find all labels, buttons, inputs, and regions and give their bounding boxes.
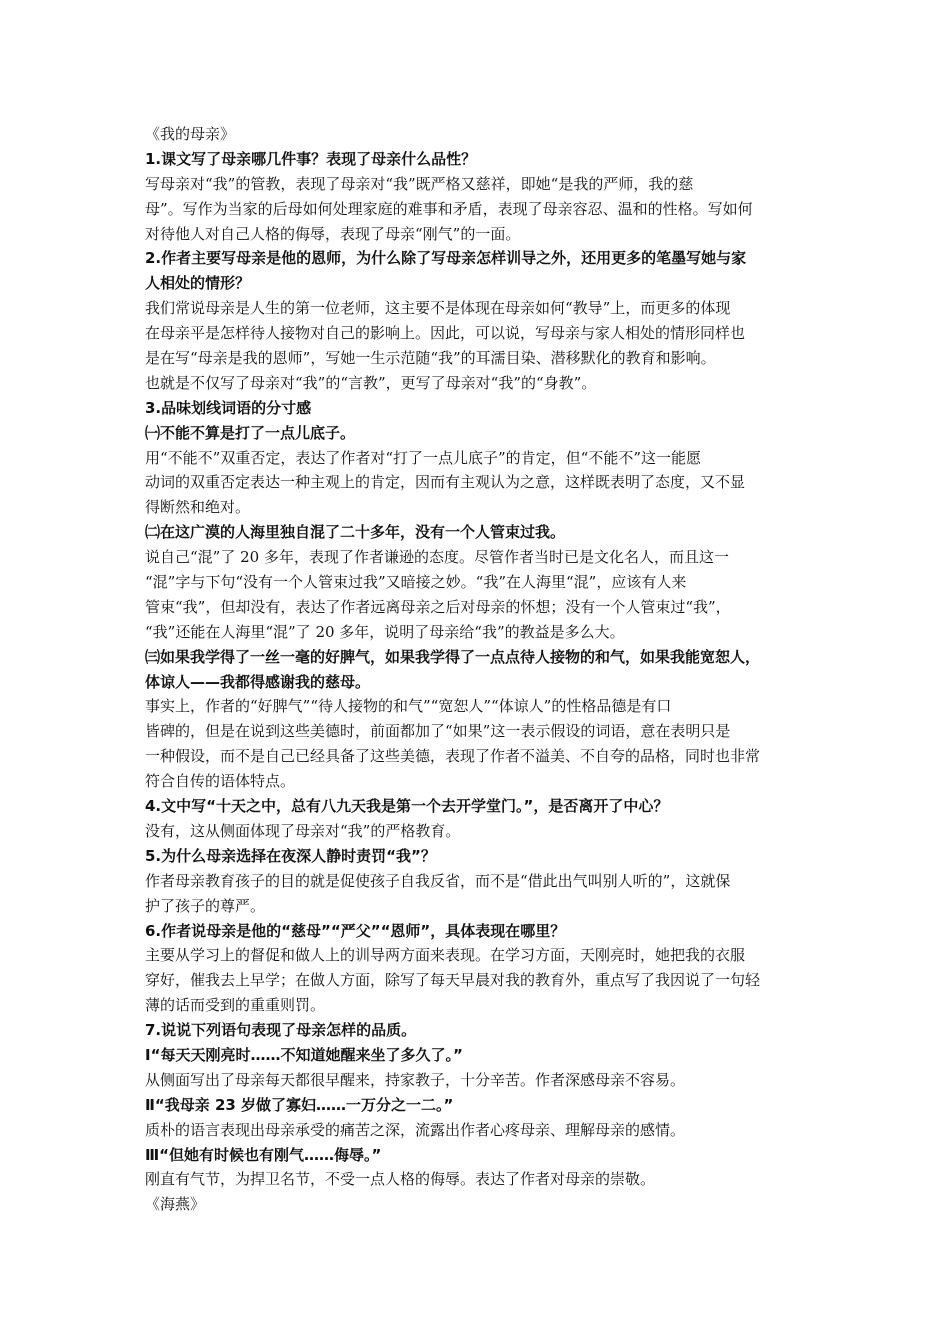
text-line: 《海燕》 (145, 1195, 206, 1214)
heading-line: 4.文中写“十天之中，总有八九天我是第一个去开学堂门。”，是否离开了中心？ (145, 797, 669, 816)
heading-line: 2.作者主要写母亲是他的恩师，为什么除了写母亲怎样训导之外，还用更多的笔墨写她与家 (145, 249, 747, 268)
text-line: 刚直有气节，为捍卫名节，不受一点人格的侮辱。表达了作者对母亲的崇敬。 (145, 1170, 656, 1189)
heading-line: ㈢如果我学得了一丝一毫的好脾气，如果我学得了一点点待人接物的和气，如果我能宽恕人， (145, 647, 761, 666)
text-line: 说自己“混”了 20 多年，表现了作者谦逊的态度。尽管作者当时已是文化名人，而且这一 (145, 548, 729, 567)
heading-line: 7.说说下列语句表现了母亲怎样的品质。 (145, 1021, 417, 1040)
text-line: 我们常说母亲是人生的第一位老师，这主要不是体现在母亲如何“教导”上，而更多的体现 (145, 299, 731, 318)
text-line: 质朴的语言表现出母亲承受的痛苦之深，流露出作者心疼母亲、理解母亲的感情。 (145, 1120, 686, 1139)
text-line: 对待他人对自己人格的侮辱，表现了母亲“刚气”的一面。 (145, 224, 521, 243)
heading-line: ㈡在这广漠的人海里独自混了二十多年，没有一个人管束过我。 (145, 523, 566, 542)
heading-line: Ⅰ“每天天刚亮时……不知道她醒来坐了多久了。” (145, 1045, 463, 1064)
text-line: 也就是不仅写了母亲对“我”的“言教”，更写了母亲对“我”的“身教”。 (145, 373, 597, 392)
heading-line: 5.为什么母亲选择在夜深人静时责罚“我”？ (145, 846, 436, 865)
text-line: “我”还能在人海里“混”了 20 多年，说明了母亲给“我”的教益是多么大。 (145, 622, 625, 641)
text-line: 管束“我”，但却没有，表达了作者远离母亲之后对母亲的怀想；没有一个人管束过“我”， (145, 597, 731, 616)
document-page (145, 122, 820, 1217)
text-line: 没有，这从侧面体现了母亲对“我”的严格教育。 (145, 821, 461, 840)
text-line: 穿好，催我去上早学；在做人方面，除写了每天早晨对我的教育外，重点写了我因说了一句轻 (145, 971, 761, 990)
heading-line: Ⅱ“我母亲 23 岁做了寡妇……一万分之一二。” (145, 1095, 454, 1114)
text-line: 用“不能不”双重否定，表达了作者对“打了一点儿底子”的肯定，但“不能不”这一能愿 (145, 448, 702, 467)
text-line: 薄的话而受到的重重则罚。 (145, 996, 326, 1015)
text-line: 护了孩子的尊严。 (145, 896, 266, 915)
text-line: 作者母亲教育孩子的目的就是促使孩子自我反省，而不是“借此出气叫别人听的”，这就保 (145, 871, 731, 890)
heading-line: 3.品味划线词语的分寸感 (145, 398, 312, 417)
text-line: “混”字与下句“没有一个人管束过我”又暗接之妙。“我”在人海里“混”，应该有人来 (145, 573, 687, 592)
heading-line: 体谅人——我都得感谢我的慈母。 (145, 672, 371, 691)
heading-line: Ⅲ“但她有时候也有刚气……侮辱。” (145, 1145, 382, 1164)
text-line: 得断然和绝对。 (145, 498, 251, 517)
text-line: 写母亲对“我”的管教，表现了母亲对“我”既严格又慈祥，即她“是我的严师，我的慈 (145, 174, 694, 193)
text-line: 动词的双重否定表达一种主观上的肯定，因而有主观认为之意，这样既表明了态度，又不显 (145, 473, 746, 492)
heading-line: 人相处的情形？ (145, 274, 251, 293)
text-line: 一种假设，而不是自己已经具备了这些美德，表现了作者不溢美、不自夸的品格，同时也非常 (145, 747, 761, 766)
text-line: 主要从学习上的督促和做人上的训导两方面来表现。在学习方面，天刚亮时，她把我的衣服 (145, 946, 746, 965)
text-line: 符合自传的语体特点。 (145, 772, 296, 791)
text-line: 在母亲平是怎样待人接物对自己的影响上。因此，可以说，写母亲与家人相处的情形同样也 (145, 324, 746, 343)
heading-line: 6.作者说母亲是他的“慈母”“严父”“恩师”，具体表现在哪里？ (145, 921, 566, 940)
heading-line: ㈠不能不算是打了一点儿底子。 (145, 423, 356, 442)
text-line: 母”。写作为当家的后母如何处理家庭的难事和矛盾，表现了母亲容忍、温和的性格。写如何 (145, 199, 753, 218)
text-line: 从侧面写出了母亲每天都很早醒来，持家教子，十分辛苦。作者深感母亲不容易。 (145, 1070, 686, 1089)
text-line: 《我的母亲》 (145, 125, 236, 143)
text-line: 皆碑的，但是在说到这些美德时，前面都加了“如果”这一表示假设的词语，意在表明只是 (145, 722, 731, 741)
text-line: 事实上，作者的“好脾气”“待人接物的和气”“宽恕人”“体谅人”的性格品德是有口 (145, 697, 672, 716)
heading-line: 1.课文写了母亲哪几件事？表现了母亲什么品性？ (145, 149, 477, 168)
text-line: 是在写“母亲是我的恩师”，写她一生示范随“我”的耳濡目染、潜移默化的教育和影响。 (145, 349, 716, 368)
